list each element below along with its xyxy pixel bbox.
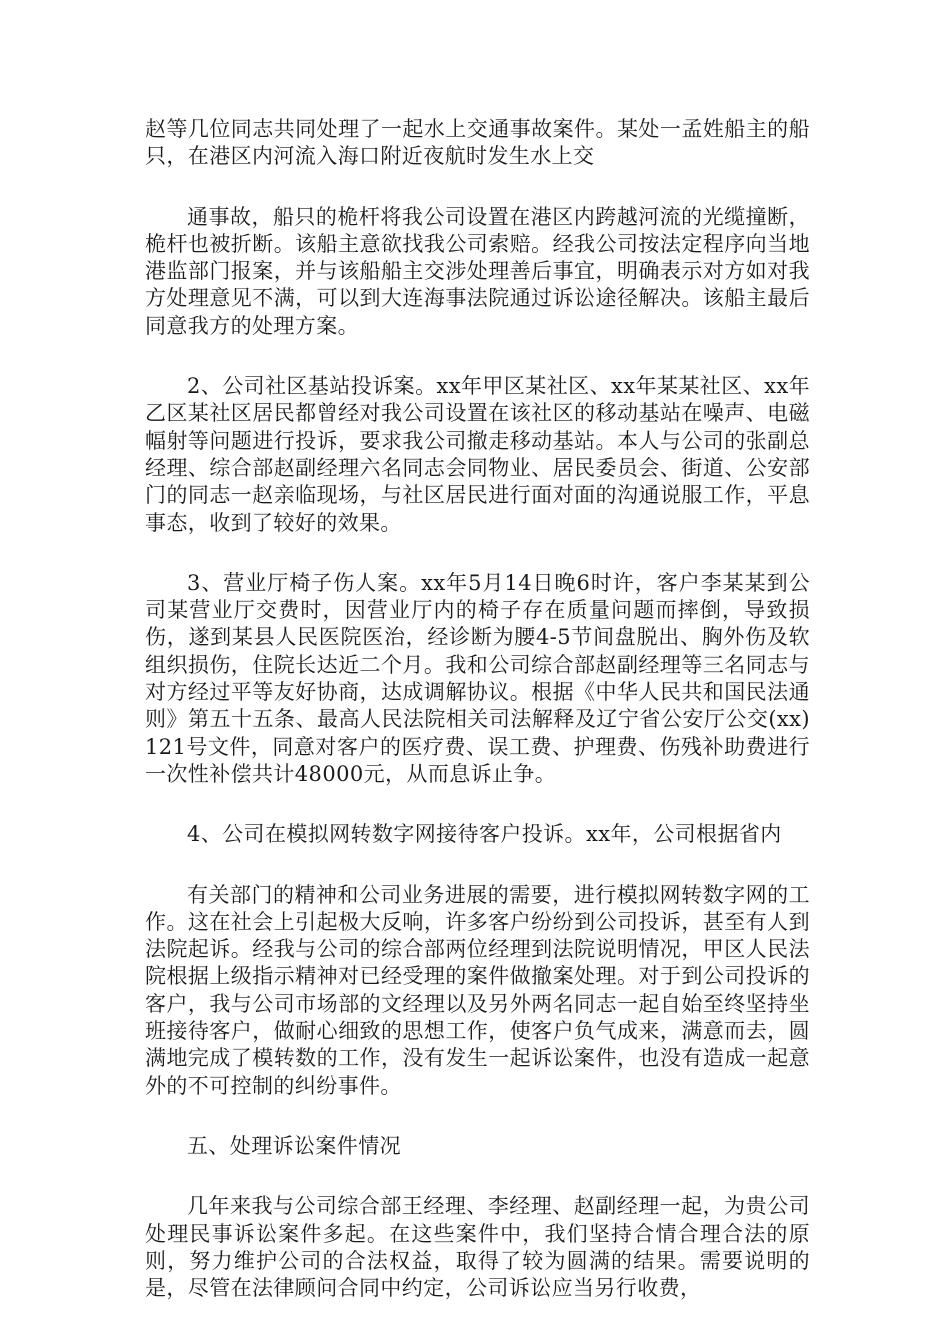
paragraph-network-transition: 有关部门的精神和公司业务进展的需要，进行模拟网转数字网的工作。这在社会上引起极大反响，许多客户纷纷到公司投诉，甚至有人到法院起诉。经我与公司的综合部两位经理到法院说明情况，甲区人民法院根据上级指示精神对已经受理的案件做撤案处理。对于到公司投诉的客户，我与公司市场部的文经理以及另外两名同志一起自始至终坚持坐班接待客户，做耐心细致的思想工作，使客户负气成来，满意而去，圆满地完成了模转数的工作，没有发生一起诉讼案件，也没有造成一起意外的不可控制的纠纷事件。 (145, 882, 810, 1098)
paragraph-litigation-cases: 几年来我与公司综合部王经理、李经理、赵副经理一起，为贵公司处理民事诉讼案件多起。在这些案件中，我们坚持合情合理合法的原则，努力维护公司的合法权益，取得了较为圆满的结果。需要说明的是，尽管在法律顾问合同中约定，公司诉讼应当另行收费， (145, 1194, 810, 1301)
paragraph-continuation: 赵等几位同志共同处理了一起水上交通事故案件。某处一孟姓船主的船只，在港区内河流入海口附近夜航时发生水上交 (145, 117, 810, 169)
paragraph-chair-injury-case: 3、营业厅椅子伤人案。xx年5月14日晚6时许，客户李某某到公司某营业厅交费时，因营业厅内的椅子存在质量问题而摔倒，导致损伤，遂到某县人民医院医治，经诊断为腰4-5节间盘脱出、胸外伤及软组织损伤，住院长达近二个月。我和公司综合部赵副经理等三名同志与对方经过平等友好协商，达成调解协议。根据《中华人民共和国民法通则》第五十五条、最高人民法院相关司法解释及辽宁省公安厅公交(xx)121号文件，同意对客户的医疗费、误工费、护理费、伤残补助费进行一次性补偿共计48000元，从而息诉止争。 (145, 570, 810, 786)
section-heading-litigation: 五、处理诉讼案件情况 (187, 1133, 401, 1158)
paragraph-base-station-complaint: 2、公司社区基站投诉案。xx年甲区某社区、xx年某某社区、xx年乙区某社区居民都曾经对我公司设置在该社区的移动基站在噪声、电磁幅射等问题进行投诉，要求我公司撤走移动基站。本人与公司的张副总经理、综合部赵副经理六名同志会同物业、居民委员会、街道、公安部门的同志一赵亲临现场，与社区居民进行面对面的沟通说服工作，平息事态，收到了较好的效果。 (145, 374, 810, 535)
paragraph-traffic-accident: 通事故，船只的桅杆将我公司设置在港区内跨越河流的光缆撞断，桅杆也被折断。该船主意欲找我公司索赔。经我公司按法定程序向当地港监部门报案，并与该船船主交涉处理善后事宜，明确表示对方如对我方处理意见不满，可以到大连海事法院通过诉讼途径解决。该船主最后同意我方的处理方案。 (145, 204, 810, 338)
document-body (145, 116, 810, 1335)
paragraph-network-transition-intro: 4、公司在模拟网转数字网接待客户投诉。xx年，公司根据省内 (187, 822, 782, 847)
